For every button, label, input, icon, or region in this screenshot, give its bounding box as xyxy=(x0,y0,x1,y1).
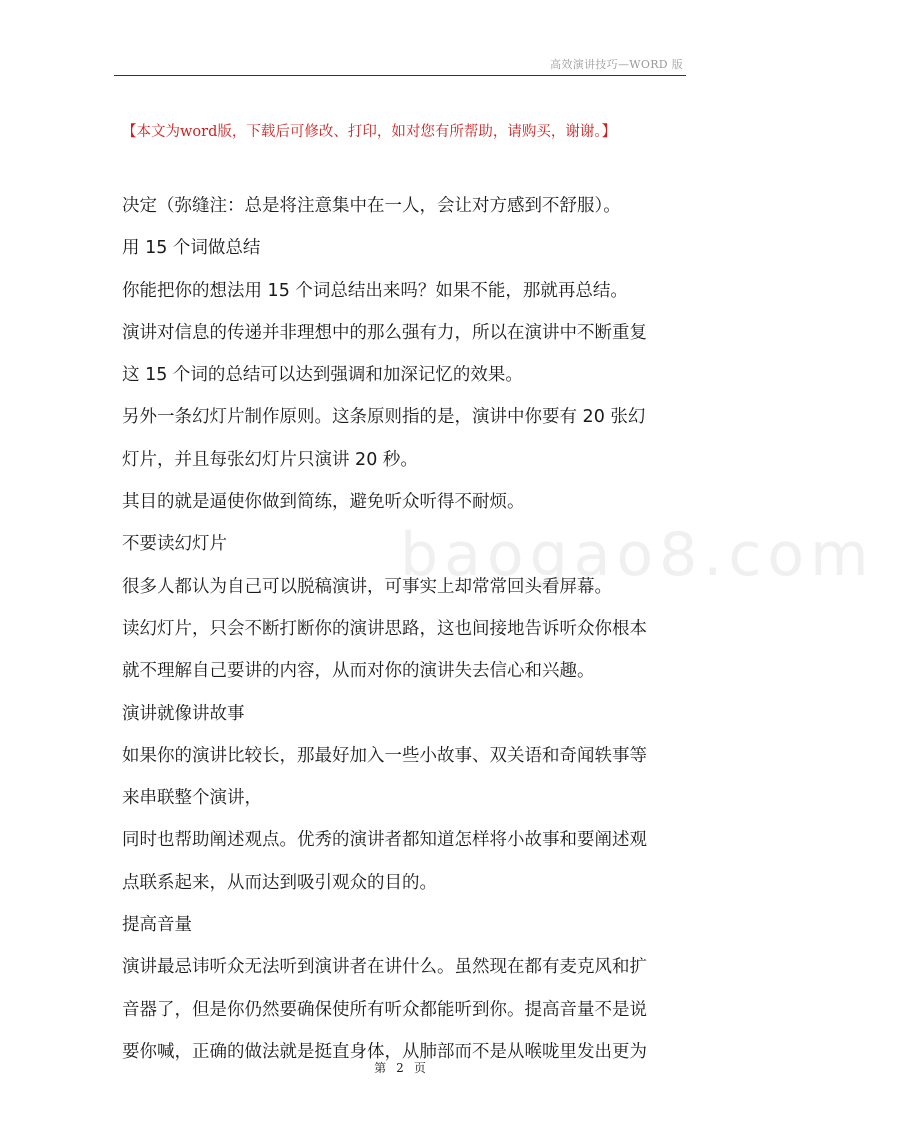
body-line: 演讲就像讲故事 xyxy=(122,703,245,724)
body-line: 提高音量 xyxy=(122,915,192,936)
body-line: 演讲最忌讳听众无法听到演讲者在讲什么。虽然现在都有麦克风和扩 xyxy=(122,957,647,978)
header-title: 高效演讲技巧—WORD 版 xyxy=(550,58,683,71)
body-line: 点联系起来，从而达到吸引观众的目的。 xyxy=(122,872,437,893)
body-line: 就不理解自己要讲的内容，从而对你的演讲失去信心和兴趣。 xyxy=(122,661,595,682)
body-line: 要你喊，正确的做法就是挺直身体，从肺部而不是从喉咙里发出更为 xyxy=(122,1041,647,1062)
body-line: 灯片，并且每张幻灯片只演讲 20 秒。 xyxy=(122,449,418,470)
body-line: 这 15 个词的总结可以达到强调和加深记忆的效果。 xyxy=(122,365,523,386)
body-line: 音器了，但是你仍然要确保使所有听众都能听到你。提高音量不是说 xyxy=(122,999,647,1020)
body-line: 同时也帮助阐述观点。优秀的演讲者都知道怎样将小故事和要阐述观 xyxy=(122,830,647,851)
body-line: 决定（弥缝注：总是将注意集中在一人，会让对方感到不舒服）。 xyxy=(122,196,621,216)
body-text xyxy=(122,187,688,1075)
body-line: 来串联整个演讲， xyxy=(122,788,262,809)
footer-suffix: 页 xyxy=(413,1061,426,1075)
page-number: 2 xyxy=(396,1061,404,1075)
body-line: 用 15 个词做总结 xyxy=(122,238,261,259)
body-line: 如果你的演讲比较长，那最好加入一些小故事、双关语和奇闻轶事等 xyxy=(122,745,647,766)
body-line: 其目的就是逼使你做到简练，避免听众听得不耐烦。 xyxy=(122,492,525,513)
body-line: 演讲对信息的传递并非理想中的那么强有力，所以在演讲中不断重复 xyxy=(122,322,647,343)
header-divider xyxy=(114,75,686,76)
footer-prefix: 第 xyxy=(374,1061,387,1075)
body-line: 不要读幻灯片 xyxy=(122,534,227,555)
body-line: 很多人都认为自己可以脱稿演讲，可事实上却常常回头看屏幕。 xyxy=(122,576,612,597)
body-line: 你能把你的想法用 15 个词总结出来吗？如果不能，那就再总结。 xyxy=(122,280,628,301)
download-notice: 【本文为word版，下载后可修改、打印，如对您有所帮助，请购买，谢谢。】 xyxy=(122,124,617,140)
body-line: 读幻灯片，只会不断打断你的演讲思路，这也间接地告诉听众你根本 xyxy=(122,618,647,639)
body-line: 另外一条幻灯片制作原则。这条原则指的是，演讲中你要有 20 张幻 xyxy=(122,407,646,428)
watermark: baogao8.com xyxy=(400,520,875,590)
